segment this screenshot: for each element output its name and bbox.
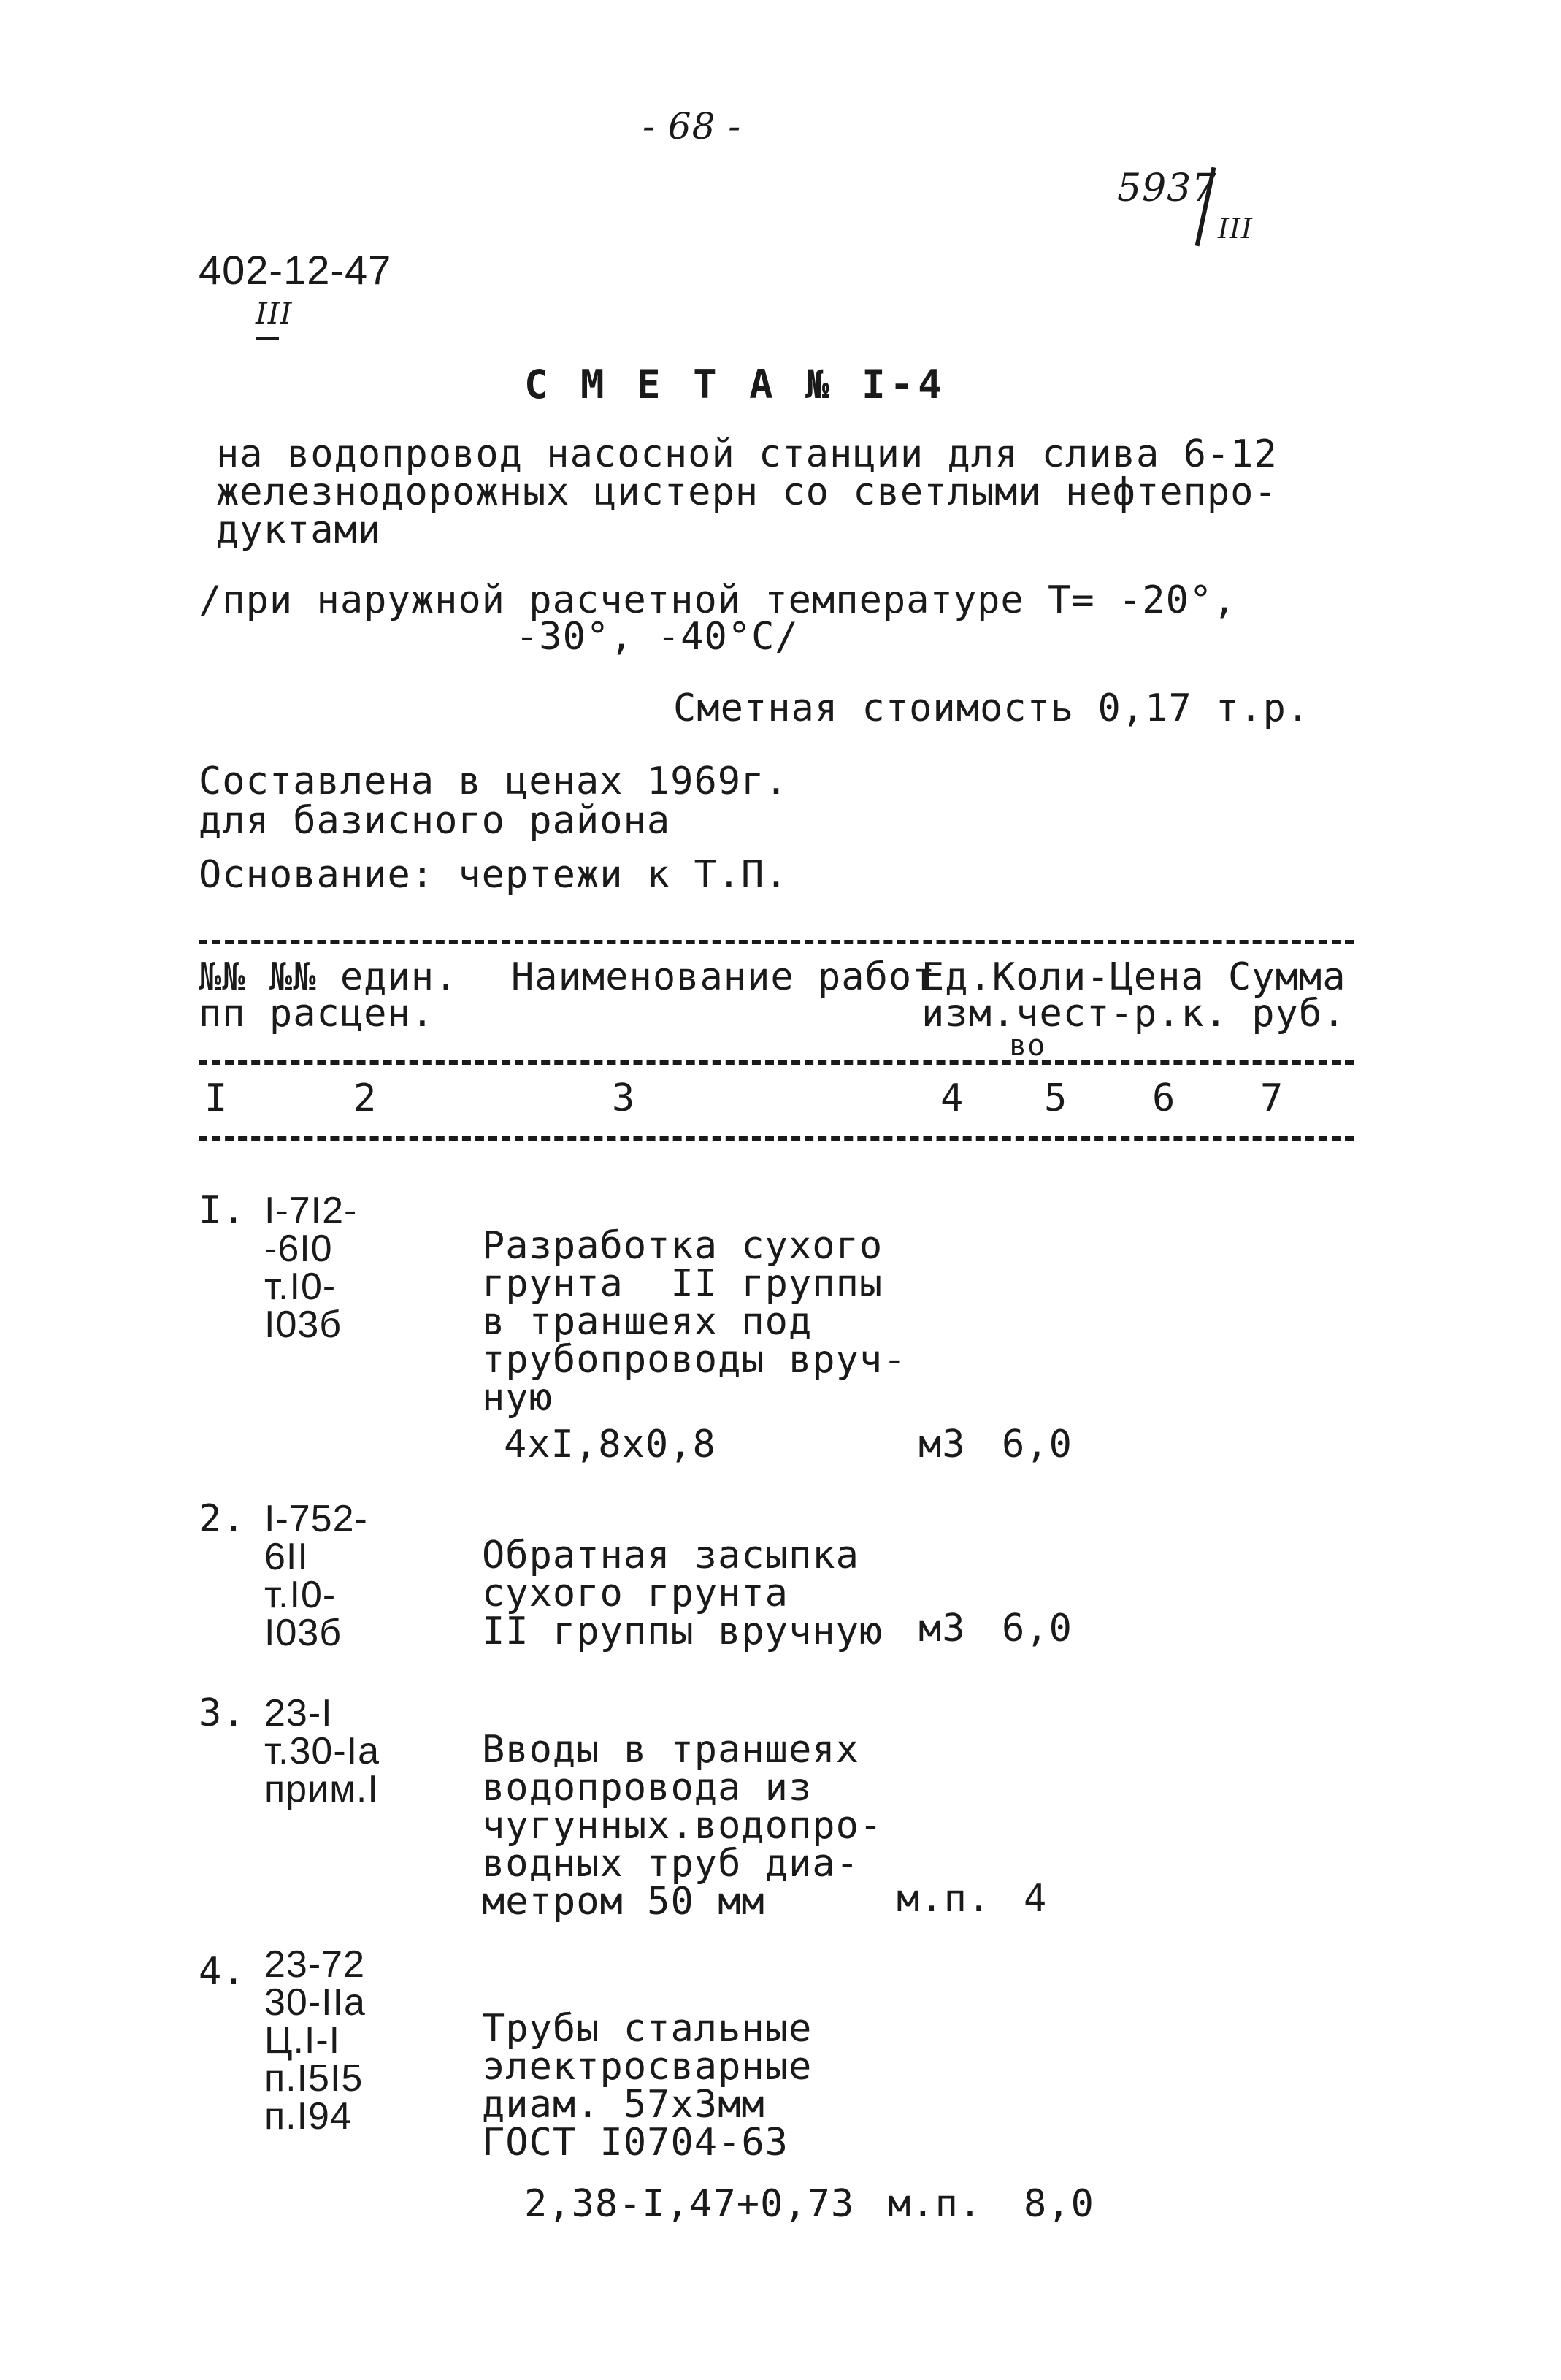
row-3-code-line: т.30-Iа xyxy=(264,1730,380,1772)
row-3-quantity: 4 xyxy=(1024,1877,1048,1921)
column-number-6: 6 xyxy=(1152,1076,1176,1120)
subtitle-line-3: дуктами xyxy=(216,508,382,552)
doc-title: С М Е Т А № I-4 xyxy=(524,361,946,407)
row-2-work-name xyxy=(482,1534,883,1653)
subtitle-line-1: на водопровод насосной станции для слива 6-12 xyxy=(216,432,1278,476)
row-2-code-line: I-752- xyxy=(264,1498,368,1540)
row-3-name-line: водопровода из xyxy=(482,1766,813,1810)
temperature-line-1: /при наружной расчетной температуре Т= -20°, xyxy=(199,578,1237,622)
row-4-formula: 2,38-I,47+0,73 xyxy=(524,2182,855,2226)
row-3-rate-code xyxy=(264,1694,380,1808)
header-col-name: Наименование работ xyxy=(511,955,936,999)
composed-line-2: для базисного района xyxy=(199,799,671,843)
column-number-2: 2 xyxy=(353,1076,377,1120)
header-col-numbers-2: пп расцен. xyxy=(199,992,435,1036)
row-1-name-line: в траншеях под xyxy=(482,1300,813,1344)
subtitle xyxy=(216,432,1278,552)
composed-line-1: Составлена в ценах 1969г. xyxy=(199,759,789,803)
row-2-name-line: Обратная засыпка xyxy=(482,1534,859,1577)
row-3-code-line: 23-I xyxy=(264,1692,333,1734)
row-3-work-name xyxy=(482,1728,883,1924)
column-number-5: 5 xyxy=(1044,1076,1068,1120)
row-2-code-line: т.I0- xyxy=(264,1574,337,1616)
row-4-code-line: 30-IIа xyxy=(264,1981,366,2024)
row-3-name-line: чугунных.водопро- xyxy=(482,1804,883,1848)
row-3-name-line: водных труб диа- xyxy=(482,1842,859,1886)
row-2-code-line: 6II xyxy=(264,1536,309,1578)
row-2-rate-code xyxy=(264,1500,368,1652)
project-code: 402-12-47 xyxy=(199,247,392,293)
row-1-number: I. xyxy=(199,1189,246,1233)
row-1-name-line: Разработка сухого xyxy=(482,1224,883,1268)
header-col-numbers: №№ №№ един. xyxy=(199,955,459,999)
row-1-name-line: ную xyxy=(482,1376,553,1420)
row-1-rate-code xyxy=(264,1192,357,1344)
row-4-quantity: 8,0 xyxy=(1024,2182,1094,2226)
row-1-code-line: -6I0 xyxy=(264,1228,333,1270)
header-col-units: Ед.Коли-Цена Сумма xyxy=(921,955,1346,999)
row-1-work-name xyxy=(482,1224,907,1420)
project-roman: III xyxy=(256,297,293,331)
page-number: - 68 - xyxy=(643,105,742,148)
row-4-name-line: электросварные xyxy=(482,2045,813,2089)
row-4-code-line: Ц.I-I xyxy=(264,2019,341,2062)
row-2-code-line: I03б xyxy=(264,1612,342,1654)
row-4-code-line: п.I94 xyxy=(264,2095,352,2138)
header-bottom-rule xyxy=(199,1136,1354,1141)
row-3-name-line: Вводы в траншеях xyxy=(482,1728,859,1772)
row-1-formula: 4xI,8x0,8 xyxy=(504,1423,716,1466)
stamp-fraction: III xyxy=(1218,213,1254,245)
row-4-name-line: диам. 57х3мм xyxy=(482,2083,765,2127)
row-2-unit: м3 xyxy=(918,1607,966,1650)
row-3-number: 3. xyxy=(199,1691,246,1735)
row-4-unit: м.п. xyxy=(888,2182,983,2226)
row-1-code-line: т.I0- xyxy=(264,1266,337,1308)
row-2-name-line: сухого грунта xyxy=(482,1572,789,1615)
row-4-number: 4. xyxy=(199,1950,246,1994)
row-4-name-line: Трубы стальные xyxy=(482,2007,813,2051)
column-number-3: 3 xyxy=(612,1076,636,1120)
stamp-number: 5937 xyxy=(1117,167,1217,210)
row-4-name-line: ГОСТ I0704-63 xyxy=(482,2121,789,2165)
row-3-code-line: прим.I xyxy=(264,1768,379,1810)
row-1-name-line: трубопроводы вруч- xyxy=(482,1338,907,1382)
row-1-quantity: 6,0 xyxy=(1002,1423,1073,1466)
row-3-unit: м.п. xyxy=(897,1877,992,1921)
row-1-code-line: I-7I2- xyxy=(264,1190,358,1232)
column-number-1: I xyxy=(204,1076,229,1120)
row-4-code-line: п.I5I5 xyxy=(264,2057,364,2100)
header-col-units-3: во xyxy=(1009,1029,1046,1063)
basis-line: Основание: чертежи к Т.П. xyxy=(199,853,789,897)
estimated-cost: Сметная стоимость 0,17 т.р. xyxy=(673,686,1311,730)
header-middle-rule xyxy=(199,1060,1354,1065)
row-1-unit: м3 xyxy=(918,1423,966,1466)
row-3-name-line: метром 50 мм xyxy=(482,1880,765,1924)
row-4-rate-code xyxy=(264,1943,366,2138)
row-4-code-line: 23-72 xyxy=(264,1943,365,1986)
row-1-code-line: I03б xyxy=(264,1304,342,1346)
subtitle-line-2: железнодорожных цистерн со светлыми нефтепро- xyxy=(216,470,1278,514)
row-2-number: 2. xyxy=(199,1497,246,1541)
row-2-name-line: II группы вручную xyxy=(482,1610,883,1653)
project-roman-underline xyxy=(256,337,279,340)
row-1-name-line: грунта II группы xyxy=(482,1262,883,1306)
table-top-rule xyxy=(199,940,1354,944)
row-2-quantity: 6,0 xyxy=(1002,1607,1073,1650)
column-number-7: 7 xyxy=(1260,1076,1284,1120)
header-col-units-2: изм.чест-р.к. руб. xyxy=(921,992,1346,1036)
row-4-work-name xyxy=(482,2007,813,2165)
column-number-4: 4 xyxy=(940,1076,964,1120)
temperature-line-2: -30°, -40°С/ xyxy=(515,615,799,659)
